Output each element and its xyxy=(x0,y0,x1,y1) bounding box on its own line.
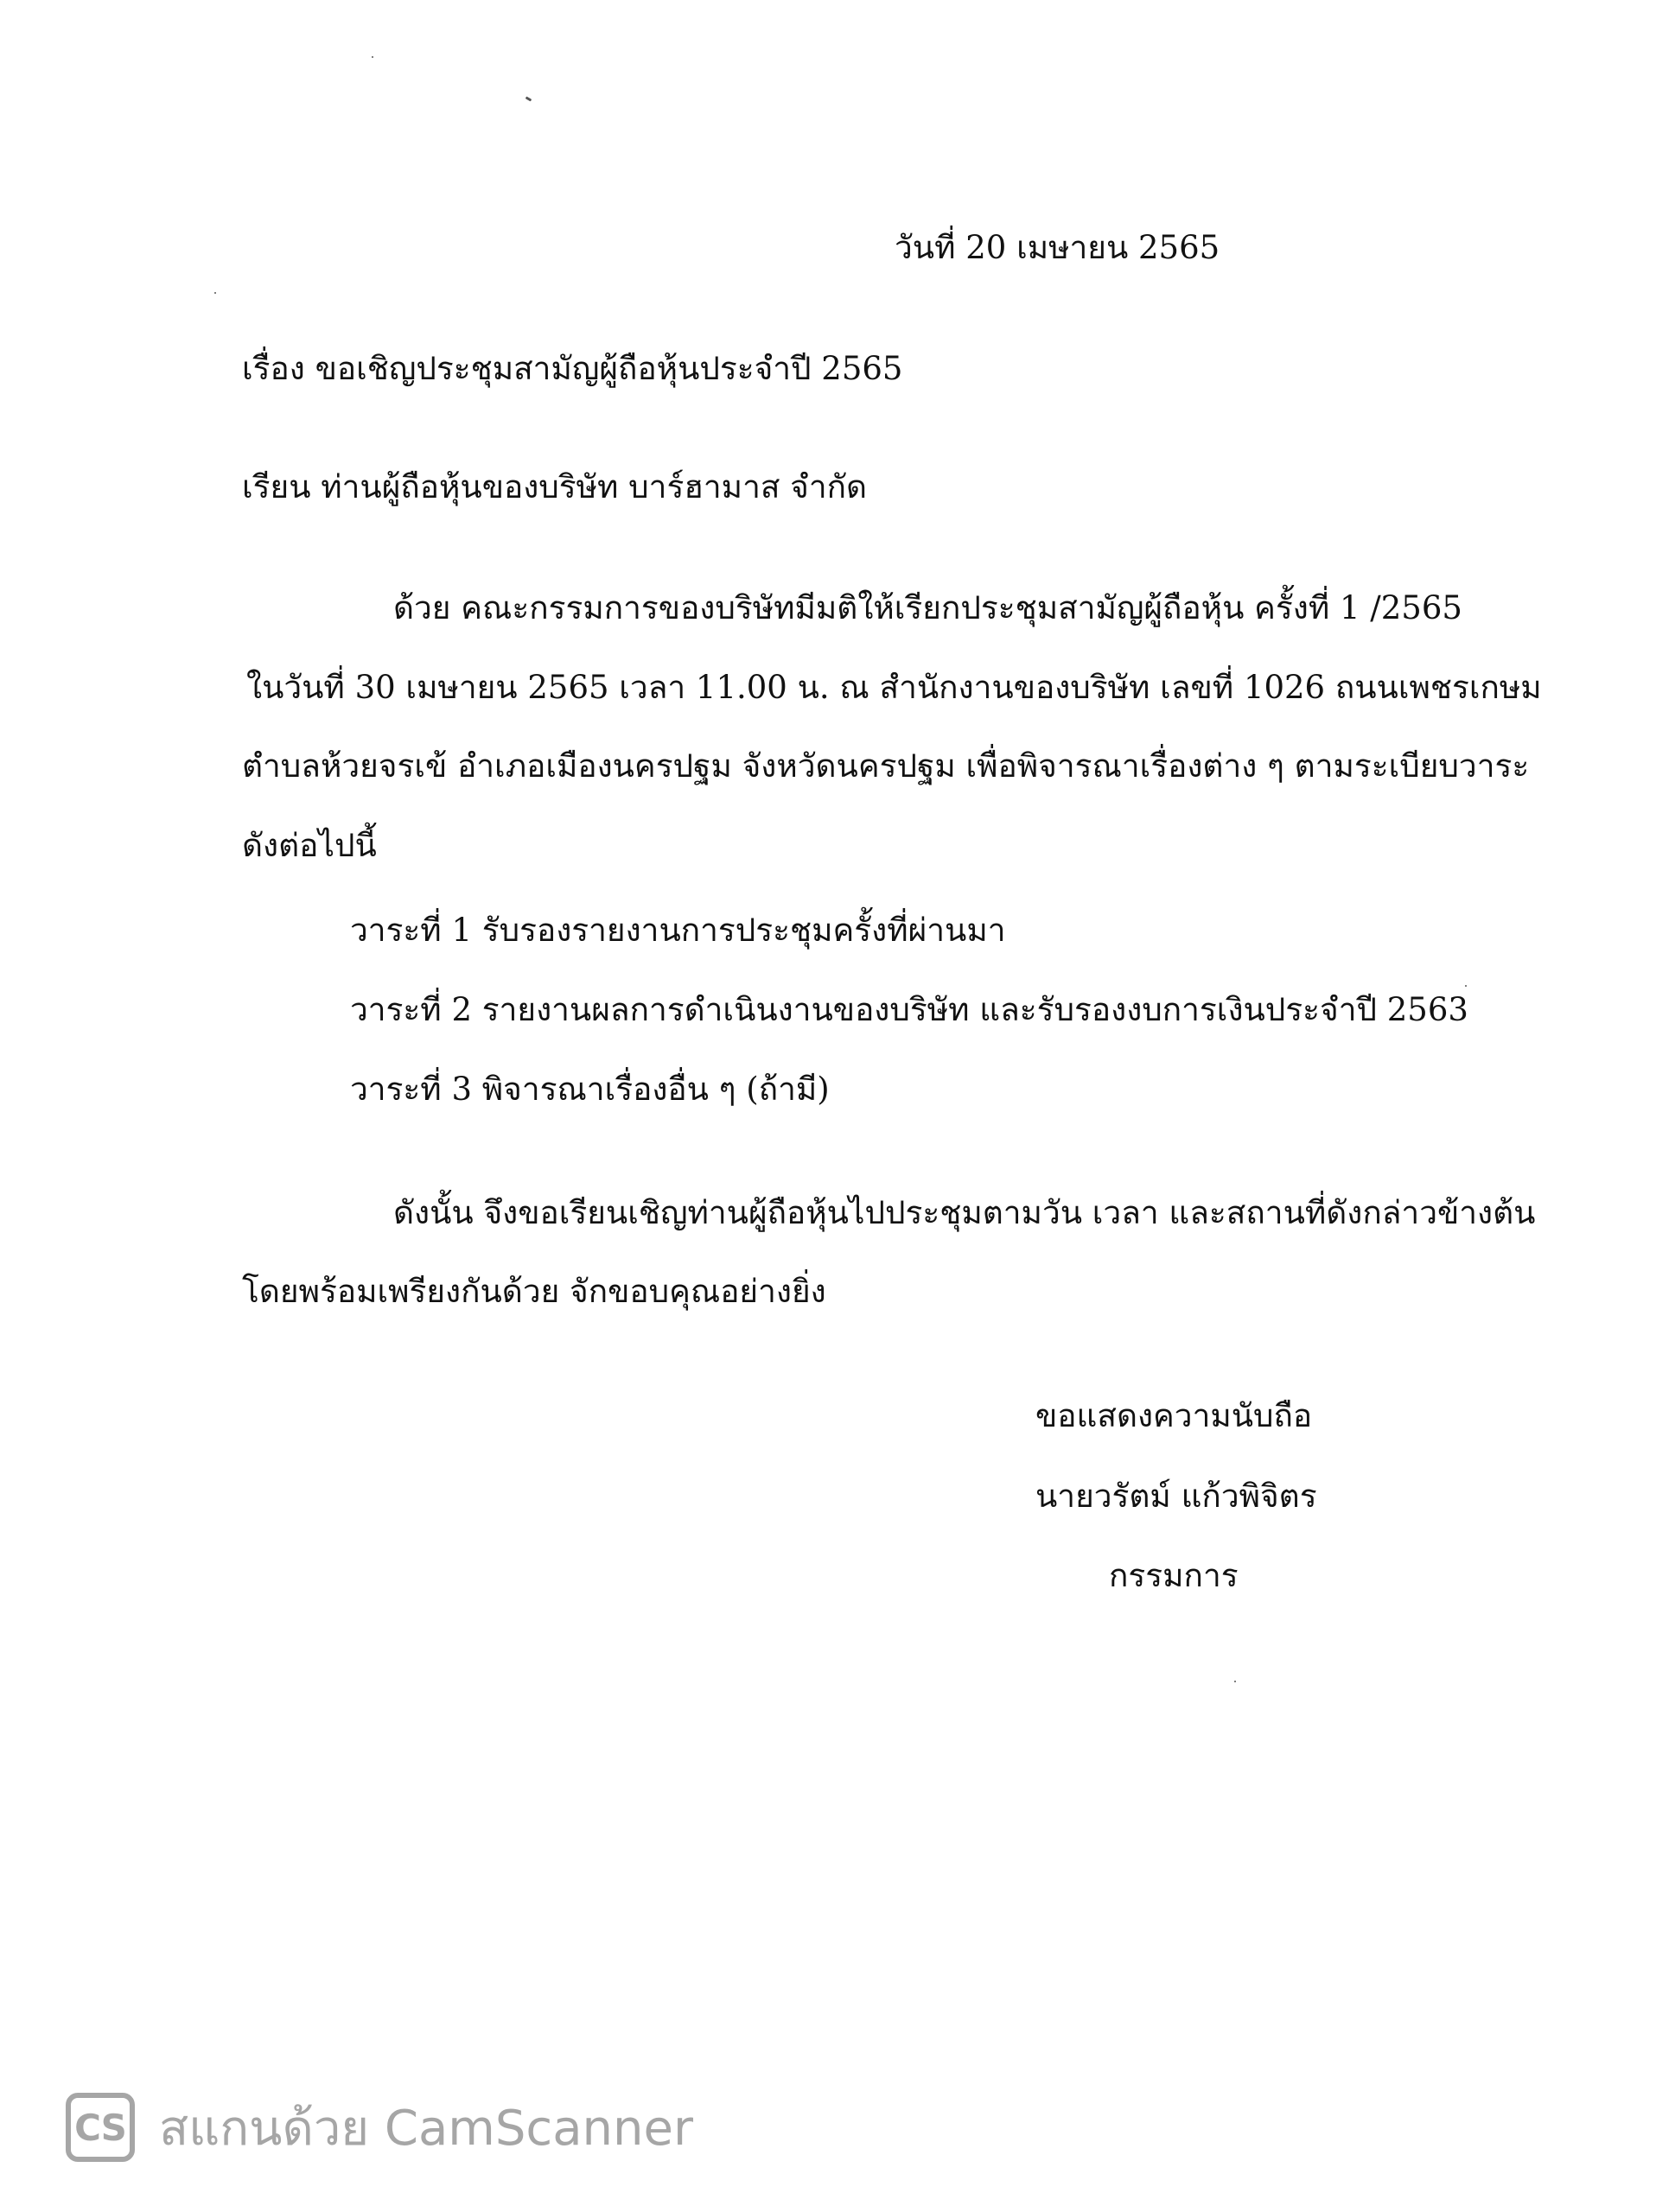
body-line: ในวันที่ 30 เมษายน 2565 เวลา 11.00 น. ณ สำนักงานของบริษัท เลขที่ 1026 ถนนเพชรเกษม xyxy=(246,669,1542,706)
signoff: ขอแสดงความนับถือ xyxy=(1035,1397,1313,1434)
scan-speck xyxy=(372,56,373,58)
letter-date: วันที่ 20 เมษายน 2565 xyxy=(895,229,1220,266)
letter-recipient: เรียน ท่านผู้ถือหุ้นของบริษัท บาร์ฮามาส จำกัด xyxy=(242,468,868,505)
signer-title: กรรมการ xyxy=(1109,1557,1239,1594)
closing-line: ดังนั้น จึงขอเรียนเชิญท่านผู้ถือหุ้นไปประชุมตามวัน เวลา และสถานที่ดังกล่าวข้างต้น xyxy=(393,1194,1536,1231)
body-line: ดังต่อไปนี้ xyxy=(242,827,377,864)
closing-line: โดยพร้อมเพรียงกันด้วย จักขอบคุณอย่างยิ่ง xyxy=(242,1273,826,1310)
scan-speck xyxy=(525,96,532,101)
scan-speck xyxy=(214,292,216,294)
camscanner-watermark xyxy=(66,2091,693,2164)
agenda-item: วาระที่ 3 พิจารณาเรื่องอื่น ๆ (ถ้ามี) xyxy=(350,1071,830,1108)
scan-speck xyxy=(1465,985,1467,987)
body-line: ด้วย คณะกรรมการของบริษัทมีมติให้เรียกประชุมสามัญผู้ถือหุ้น ครั้งที่ 1 /2565 xyxy=(393,589,1462,626)
letter-subject: เรื่อง ขอเชิญประชุมสามัญผู้ถือหุ้นประจำปี 2565 xyxy=(242,350,903,387)
agenda-item: วาระที่ 1 รับรองรายงานการประชุมครั้งที่ผ่านมา xyxy=(350,912,1006,949)
scan-speck xyxy=(1234,1681,1236,1682)
agenda-item: วาระที่ 2 รายงานผลการดำเนินงานของบริษัท และรับรองงบการเงินประจำปี 2563 xyxy=(350,991,1468,1028)
camscanner-logo-icon: CS xyxy=(66,2093,135,2162)
signer-name: นายวรัตม์ แก้วพิจิตร xyxy=(1035,1478,1317,1515)
camscanner-watermark-text: สแกนด้วย CamScanner xyxy=(159,2100,693,2157)
body-line: ตำบลห้วยจรเข้ อำเภอเมืองนครปฐม จังหวัดนครปฐม เพื่อพิจารณาเรื่องต่าง ๆ ตามระเบียบวาระ xyxy=(242,747,1530,785)
